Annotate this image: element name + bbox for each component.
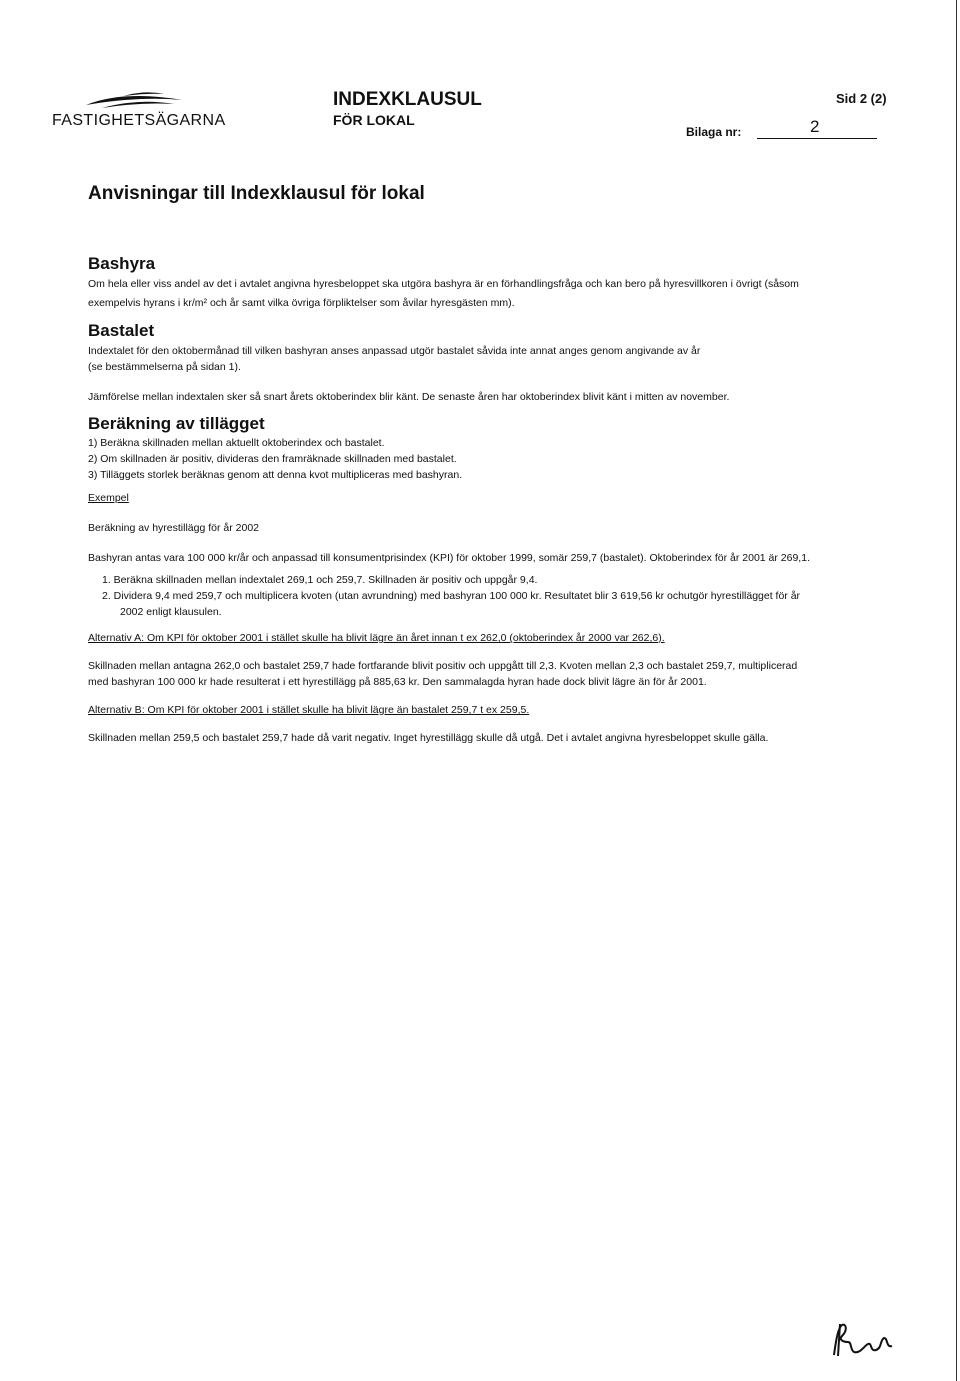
berakning-step-1: 1) Beräkna skillnaden mellan aktuellt oktoberindex och bastalet. (88, 437, 385, 449)
bashyra-line-2: exempelvis hyrans i kr/m² och år samt vilka övriga förpliktelser som åvilar hyresgästen mm). (88, 297, 515, 309)
company-logo (52, 88, 226, 130)
exempel-basis: Bashyran antas vara 100 000 kr/år och anpassad till konsumentprisindex (KPI) för oktober 1999, somär 259,7 (bastalet). Oktoberindex för år 2001 är 269,1. (88, 552, 810, 564)
exempel-step-2a: 2. Dividera 9,4 med 259,7 och multiplicera kvoten (utan avrundning) med bashyran 100 000 kr. Resultatet blir 3 619,56 kr ochutgör hyrestillägget för år (102, 590, 801, 602)
signature-icon (830, 1320, 900, 1360)
bastalet-heading: Bastalet (88, 321, 155, 340)
berakning-steps (88, 435, 888, 483)
alternativ-a-line-1: Skillnaden mellan antagna 262,0 och bastalet 259,7 hade fortfarande blivit positiv och uppgått till 2,3. Kvoten mellan 2,3 och bastalet 259,7, multiplicerad (88, 660, 798, 672)
bashyra-text (88, 276, 888, 311)
document-title: INDEXKLAUSUL (333, 89, 482, 110)
alternativ-b-heading: Alternativ B: Om KPI för oktober 2001 i stället skulle ha blivit lägre än bastalet 259,7 t ex 259,5. (88, 704, 530, 716)
logo-mark-icon (84, 88, 184, 110)
handwritten-signature (830, 1320, 900, 1365)
exempel-section (88, 490, 888, 746)
bashyra-line-1: Om hela eller viss andel av det i avtalet angivna hyresbeloppet ska utgöra bashyra är en förhandlingsfråga och kan bero på hyresvillkoren i övrigt (såsom (88, 278, 799, 290)
document-subtitle: FÖR LOKAL (333, 112, 415, 128)
bastalet-line-1: Indextalet för den oktobermånad till vilken bashyran anses anpassad utgör bastalet såvida inte annat anges genom angivande av år (88, 345, 701, 357)
alternativ-a-heading: Alternativ A: Om KPI för oktober 2001 i stället skulle ha blivit lägre än året innan t ex 262,0 (oktoberindex år 2000 var 262,6). (88, 632, 665, 644)
berakning-step-2: 2) Om skillnaden är positiv, divideras den framräknade skillnaden med bastalet. (88, 453, 457, 465)
alternativ-a-line-2: med bashyran 100 000 kr hade resulterat i ett hyrestillägg på 885,63 kr. Den sammalagda hyran hade dock blivit lägre än för år 2001. (88, 676, 707, 688)
page-number: Sid 2 (2) (836, 91, 887, 106)
bastalet-line-2: (se bestämmelserna på sidan 1). (88, 361, 241, 373)
bilaga-underline (757, 138, 877, 139)
bashyra-heading: Bashyra (88, 254, 156, 273)
page-edge-line (956, 0, 957, 1381)
berakning-heading: Beräkning av tillägget (88, 414, 265, 433)
alternativ-b-text: Skillnaden mellan 259,5 och bastalet 259,7 hade då varit negativ. Inget hyrestillägg skulle då utgå. Det i avtalet angivna hyresbeloppet skulle gälla. (88, 732, 769, 744)
exempel-intro: Beräkning av hyrestillägg för år 2002 (88, 522, 260, 534)
exempel-step-1: 1. Beräkna skillnaden mellan indextalet 269,1 och 259,7. Skillnaden är positiv och uppgår 9,4. (102, 574, 538, 586)
exempel-label: Exempel (88, 492, 129, 504)
bilaga-label: Bilaga nr: (686, 125, 742, 139)
berakning-step-3: 3) Tilläggets storlek beräknas genom att denna kvot multipliceras med bashyran. (88, 469, 463, 481)
exempel-step-2b: 2002 enligt klausulen. (120, 606, 222, 618)
bastalet-text (88, 343, 888, 405)
logo-text: FASTIGHETSÄGARNA (52, 112, 226, 129)
bilaga-value: 2 (810, 117, 820, 136)
bastalet-line-3: Jämförelse mellan indextalen sker så snart årets oktoberindex blir känt. De senaste åren har oktoberindex blivit känt i mitten av november. (88, 391, 730, 403)
main-heading: Anvisningar till Indexklausul för lokal (88, 183, 425, 204)
